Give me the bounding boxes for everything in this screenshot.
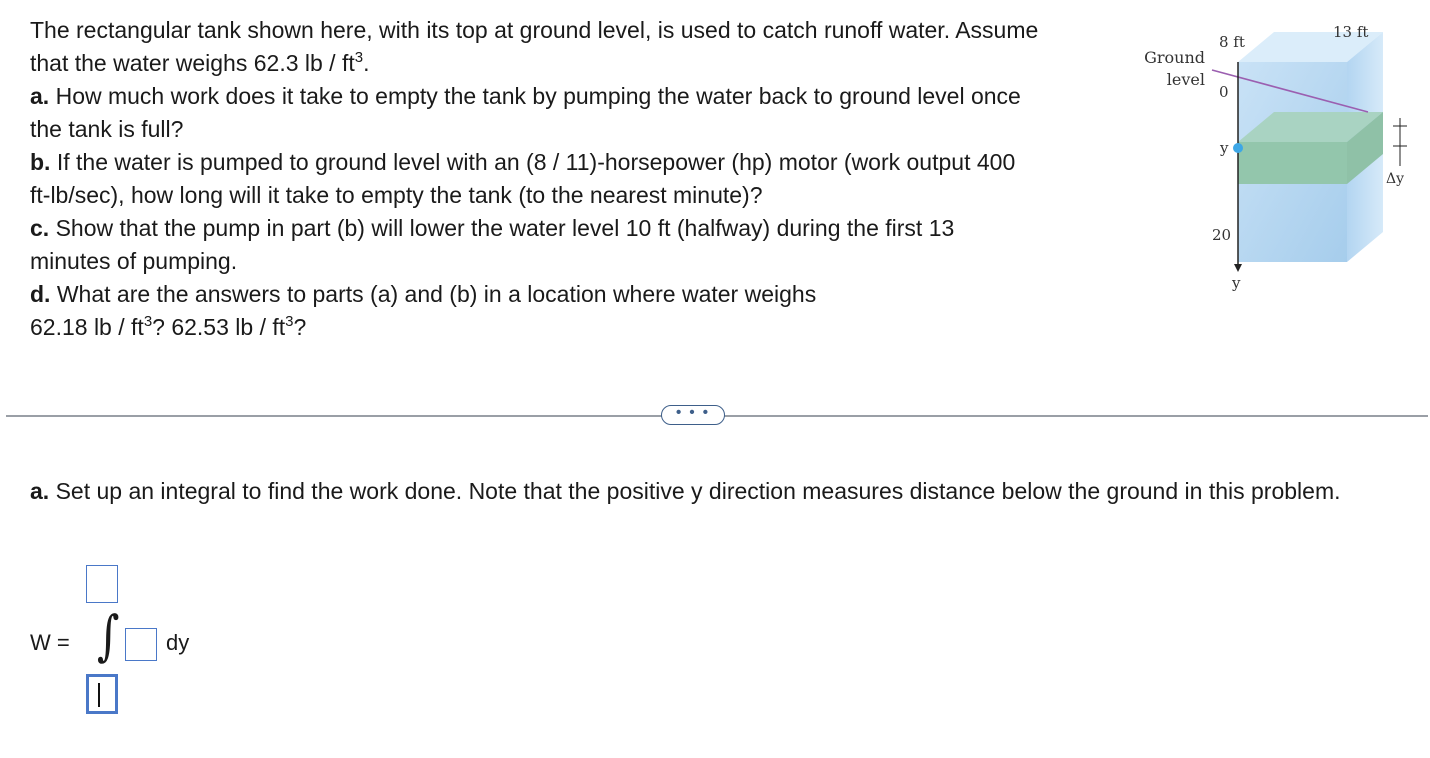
y-label: y [1220,139,1229,157]
question-mark: ? [293,314,307,340]
part-a-text: How much work does it take to empty the tank by pumping the water back to ground level once the tank is full? [30,83,1021,142]
weight-2: ? 62.53 lb / ft [152,314,286,340]
intro-period: . [363,50,370,76]
more-button[interactable]: • • • [661,405,725,425]
part-a-label: a. [30,83,50,109]
part-c-text: Show that the pump in part (b) will lower the water level 10 ft (halfway) during the first 13 minutes of pumping. [30,215,955,274]
lower-limit-input[interactable] [86,674,118,714]
part-b-text: If the water is pumped to ground level with an (8 / 11)-horsepower (hp) motor (work output 400 ft-lb/sec), how long will it take to empty the tank (to the nearest minute)? [30,149,1016,208]
integral-sign: ∫ [96,604,120,667]
part-c-label: c. [30,215,50,241]
zero-label: 0 [1219,83,1229,101]
dy-label: dy [166,630,190,655]
question-label: a. [30,478,50,504]
integrand-input[interactable] [125,628,157,661]
part-d-text: What are the answers to parts (a) and (b) in a location where water weighs [50,281,817,307]
part-d-label: d. [30,281,51,307]
water-tank [1212,32,1407,272]
depth-label: 13 ft [1333,23,1369,41]
weight-1: 62.18 lb / ft [30,314,144,340]
part-d-weights [30,311,1040,344]
upper-limit-input[interactable] [86,565,118,603]
y-axis-arrowhead [1234,264,1242,272]
weight-2-superscript: 3 [285,313,294,330]
ground-label-1: Ground [1144,48,1205,67]
weight-1-superscript: 3 [143,313,153,330]
water-slab-front [1238,142,1347,184]
twenty-label: 20 [1212,226,1232,244]
question-text: Set up an integral to find the work done. Note that the positive y direction measures distance below the ground in this problem. [49,478,1341,504]
work-label: W = [30,630,70,655]
axis-label: y [1232,274,1241,292]
ground-label-2: level [1166,70,1205,89]
intro-text: The rectangular tank shown here, with its top at ground level, is used to catch runoff water. Assume that the water weighs 62.3 lb / ft [30,17,1039,76]
part-b-label: b. [30,149,51,175]
question-a [30,475,1410,507]
y-marker-dot [1233,143,1243,153]
width-label: 8 ft [1219,33,1245,51]
intro-superscript: 3 [354,49,364,66]
delta-y-label: Δy [1386,171,1405,187]
text-caret [98,683,100,707]
